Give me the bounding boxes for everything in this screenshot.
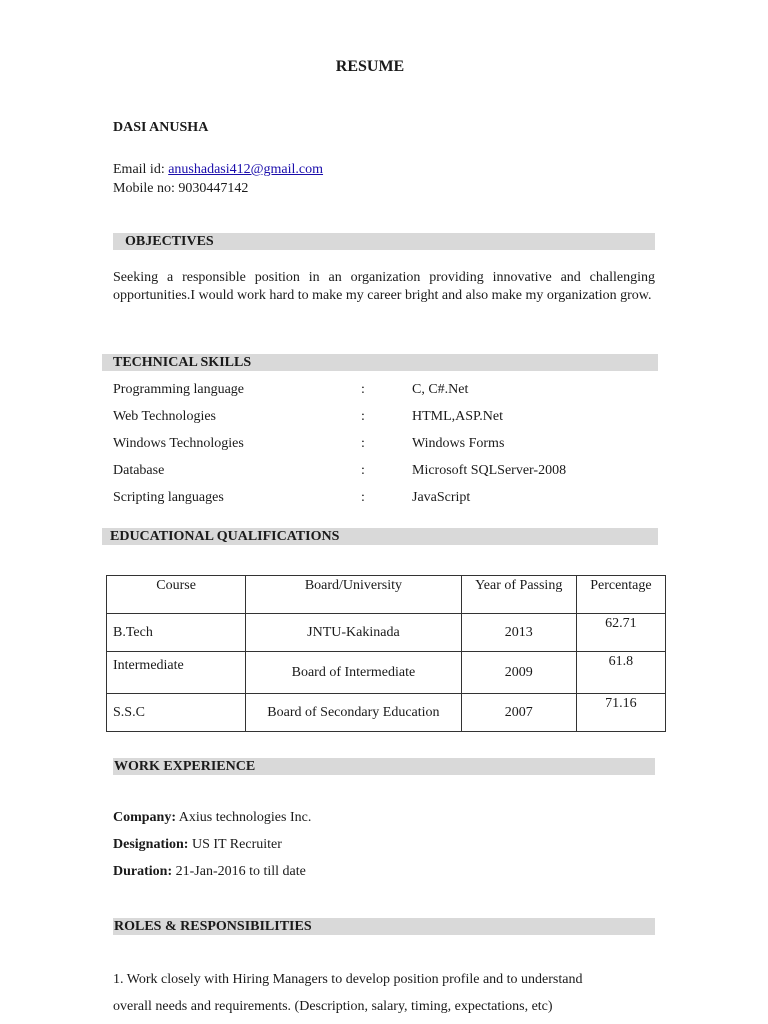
roles-heading-bar [113, 918, 655, 935]
roles-heading: ROLES & RESPONSIBILITIES [114, 919, 312, 934]
education-heading: EDUCATIONAL QUALIFICATIONS [110, 529, 340, 544]
skill-colon: : [361, 436, 365, 451]
skill-colon: : [361, 463, 365, 478]
cell-board: Board of Intermediate [246, 652, 461, 694]
skill-label: Windows Technologies [113, 436, 244, 451]
company-value: Axius technologies Inc. [176, 810, 312, 825]
company-label: Company: [113, 810, 177, 825]
skill-value: Microsoft SQLServer-2008 [412, 463, 567, 478]
column-header-year: Year of Passing [461, 576, 576, 614]
skill-colon: : [361, 382, 365, 397]
work-experience-heading: WORK EXPERIENCE [114, 759, 256, 774]
duration-value: 21-Jan-2016 to till date [172, 864, 306, 879]
designation-label: Designation: [113, 837, 189, 852]
skill-value: HTML,ASP.Net [412, 409, 504, 424]
skill-colon: : [361, 490, 365, 505]
skill-label: Database [113, 463, 165, 478]
table-row [107, 614, 666, 652]
skill-label: Programming language [113, 382, 245, 397]
objectives-heading-bar [113, 233, 655, 250]
column-header-percentage: Percentage [576, 576, 665, 614]
cell-percentage: 71.16 [576, 694, 665, 732]
technical-skills-heading: TECHNICAL SKILLS [113, 355, 252, 370]
column-header-course: Course [107, 576, 246, 614]
cell-course: Intermediate [107, 652, 246, 694]
duration-label: Duration: [113, 864, 173, 879]
duration-line [113, 864, 306, 880]
skill-value: Windows Forms [412, 436, 505, 451]
resume-title: RESUME [335, 58, 405, 75]
mobile-line: Mobile no: 9030447142 [113, 181, 249, 196]
designation-value: US IT Recruiter [188, 837, 282, 852]
skill-value: JavaScript [412, 490, 471, 505]
candidate-name: DASI ANUSHA [113, 120, 209, 135]
cell-percentage: 61.8 [576, 652, 665, 694]
table-header-row [107, 576, 666, 614]
cell-course: B.Tech [107, 614, 246, 652]
email-link[interactable]: anushadasi412@gmail.com [168, 162, 324, 177]
education-table [106, 575, 666, 732]
cell-board: Board of Secondary Education [246, 694, 461, 732]
skill-colon: : [361, 409, 365, 424]
designation-line [113, 837, 282, 853]
table-row [107, 694, 666, 732]
cell-year: 2007 [461, 694, 576, 732]
education-heading-bar [102, 528, 658, 545]
cell-year: 2013 [461, 614, 576, 652]
objectives-heading: OBJECTIVES [125, 234, 214, 249]
work-experience-heading-bar [113, 758, 655, 775]
skill-label: Scripting languages [113, 490, 224, 505]
cell-year: 2009 [461, 652, 576, 694]
roles-item-line-2: overall needs and requirements. (Description, salary, timing, expectations, etc) [113, 999, 553, 1014]
objectives-text: Seeking a responsible position in an organization providing innovative and challenging opportunities.I would work hard to make my career bright and also make my organization grow. [113, 270, 655, 303]
table-row [107, 652, 666, 694]
skill-value: C, C#.Net [412, 382, 469, 397]
email-line [113, 162, 323, 178]
roles-item-line-1: 1. Work closely with Hiring Managers to develop position profile and to understand [113, 972, 583, 987]
column-header-board: Board/University [246, 576, 461, 614]
technical-skills-heading-bar [102, 354, 658, 371]
company-line [113, 810, 311, 826]
skill-label: Web Technologies [113, 409, 216, 424]
cell-board: JNTU-Kakinada [246, 614, 461, 652]
cell-percentage: 62.71 [576, 614, 665, 652]
cell-course: S.S.C [107, 694, 246, 732]
email-label: Email id: [113, 162, 169, 177]
